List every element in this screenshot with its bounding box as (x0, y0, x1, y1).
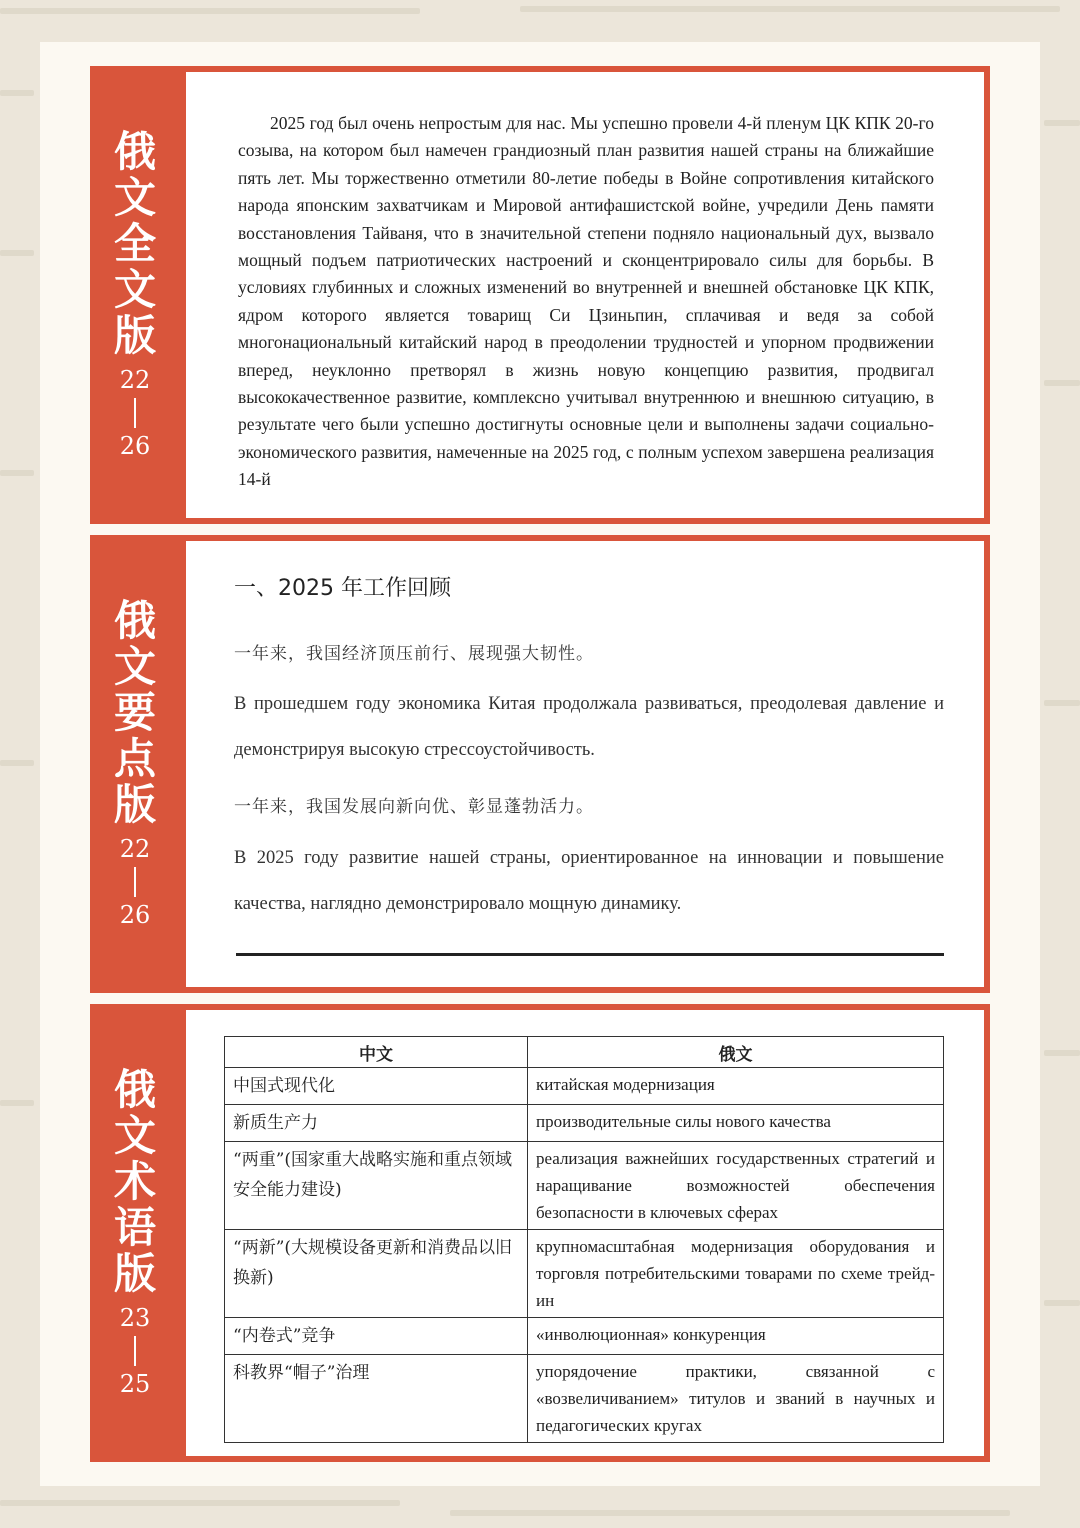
term-russian: китайская модернизация (528, 1068, 944, 1105)
panel-content (186, 541, 984, 987)
table-header-row (225, 1037, 944, 1068)
full-text-panel (90, 66, 990, 524)
page-from: 22 (119, 366, 151, 394)
column-header-russian: 俄文 (528, 1037, 944, 1068)
page-to: 26 (119, 432, 151, 460)
page-range-bar (134, 1336, 136, 1366)
panel-content (186, 1010, 984, 1456)
table-row (225, 1318, 944, 1355)
table-row (225, 1142, 944, 1230)
russian-point-2: В 2025 году развитие нашей страны, ориентированное на инновации и повышение качества, наглядно демонстрировало мощную динамику. (234, 848, 944, 914)
page-range-bar (134, 867, 136, 897)
page-to: 25 (119, 1370, 151, 1398)
side-title: 俄文术语版 (113, 1065, 156, 1298)
term-russian: упорядочение практики, связанной с «возвеличиванием» титулов и званий в научных и педагогических кругах (528, 1355, 944, 1443)
russian-point-1: В прошедшем году экономика Китая продолжала развиваться, преодолевая давление и демонстрируя высокую стрессоустойчивость. (234, 694, 944, 760)
page-to: 26 (119, 901, 151, 929)
page-from: 23 (119, 1304, 151, 1332)
terminology-table (224, 1036, 944, 1443)
panel-side-label (90, 535, 180, 993)
term-chinese: 中国式现代化 (225, 1068, 528, 1105)
table-row (225, 1068, 944, 1105)
table-row (225, 1105, 944, 1142)
panel-side-label (90, 66, 180, 524)
section-heading: 一、2025 年工作回顾 (234, 576, 451, 601)
panel-side-label (90, 1004, 180, 1462)
term-chinese: 新质生产力 (225, 1105, 528, 1142)
term-chinese: “两重”(国家重大战略实施和重点领域安全能力建设) (225, 1142, 528, 1230)
chinese-point-1: 一年来，我国经济顶压前行、展现强大韧性。 (234, 644, 594, 664)
column-header-chinese: 中文 (225, 1037, 528, 1068)
side-title: 俄文全文版 (113, 127, 156, 360)
term-russian: реализация важнейших государственных стратегий и наращивание возможностей обеспечения безопасности в ключевых сферах (528, 1142, 944, 1230)
term-chinese: 科教界“帽子”治理 (225, 1355, 528, 1443)
panel-content (186, 72, 984, 518)
divider-rule (236, 953, 944, 956)
russian-full-text: 2025 год был очень непростым для нас. Мы успешно провели 4-й пленум ЦК КПК 20-го созыва, на котором был намечен грандиозный план развития нашей страны на ближайшие пять лет. Мы торжественно отметили 80-летие победы в Войне сопротивления китайского народа японским захватчикам и Мировой антифашистской войне, учредили День памяти восстановления Тайваня, что в значительной степени подняло национальный дух, вызвало мощный подъем патриотических настроений и сконцентрировало силы для борьбы. В условиях глубинных и сложных изменений во внутренней и внешней обстановке ЦК КПК, ядром которого является товарищ Си Цзиньпин, сплачивая и ведя за собой многонациональный китайский народ в преодолении трудностей и упорном продвижении вперед, неуклонно претворял в жизнь новую концепцию развития, продвигал высококачественное развитие, комплексно учитывал внутреннюю и внешнюю ситуацию, в результате чего были успешно достигнуты основные цели и выполнены задачи социально-экономического развития, намеченные на 2025 год, с полным успехом завершена реализация 14-й (238, 113, 934, 490)
term-russian: «инволюционная» конкуренция (528, 1318, 944, 1355)
terminology-panel (90, 1004, 990, 1462)
page-range-bar (134, 398, 136, 428)
side-title: 俄文要点版 (113, 596, 156, 829)
table-row (225, 1355, 944, 1443)
table-row (225, 1230, 944, 1318)
term-chinese: “两新”(大规模设备更新和消费品以旧换新) (225, 1230, 528, 1318)
key-points-panel (90, 535, 990, 993)
term-chinese: “内卷式”竞争 (225, 1318, 528, 1355)
chinese-point-2: 一年来，我国发展向新向优、彰显蓬勃活力。 (234, 797, 594, 817)
term-russian: производительные силы нового качества (528, 1105, 944, 1142)
term-russian: крупномасштабная модернизация оборудования и торговля потребительскими товарами по схеме трейд-ин (528, 1230, 944, 1318)
page-from: 22 (119, 835, 151, 863)
